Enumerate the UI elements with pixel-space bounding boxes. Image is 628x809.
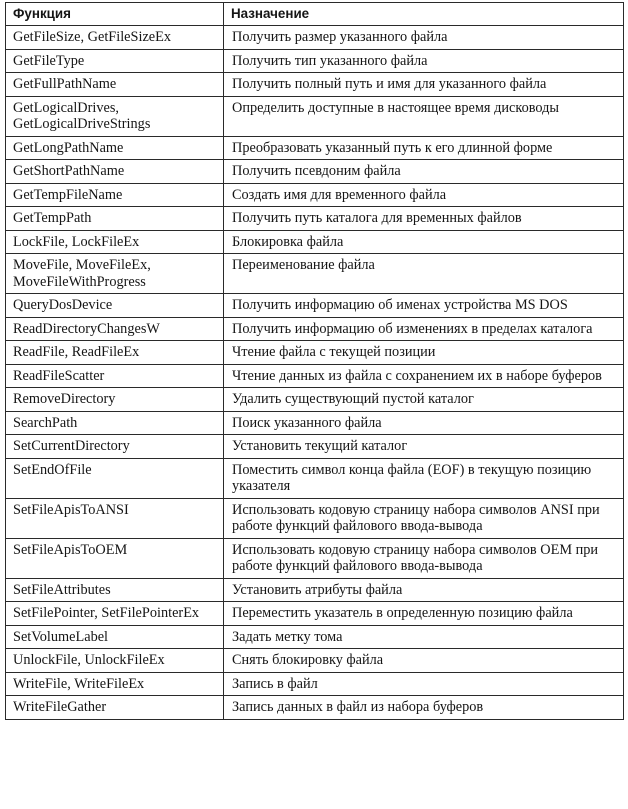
table-row — [6, 458, 624, 498]
table-row — [6, 672, 624, 696]
description-cell: Создать имя для временного файла — [224, 183, 624, 207]
table-row — [6, 696, 624, 720]
function-cell: SetFileAttributes — [6, 578, 224, 602]
function-cell: RemoveDirectory — [6, 388, 224, 412]
table-row — [6, 341, 624, 365]
description-cell: Получить информацию об именах устройства MS DOS — [224, 294, 624, 318]
description-cell: Снять блокировку файла — [224, 649, 624, 673]
table-row — [6, 317, 624, 341]
description-cell: Получить полный путь и имя для указанного файла — [224, 73, 624, 97]
description-cell: Получить псевдоним файла — [224, 160, 624, 184]
description-cell: Запись в файл — [224, 672, 624, 696]
function-cell: SetEndOfFile — [6, 458, 224, 498]
table-row — [6, 578, 624, 602]
description-cell: Получить путь каталога для временных файлов — [224, 207, 624, 231]
table-row — [6, 625, 624, 649]
description-cell: Удалить существующий пустой каталог — [224, 388, 624, 412]
function-cell: ReadFile, ReadFileEx — [6, 341, 224, 365]
table-row — [6, 49, 624, 73]
function-cell: GetShortPathName — [6, 160, 224, 184]
header-purpose: Назначение — [224, 3, 624, 26]
description-cell: Запись данных в файл из набора буферов — [224, 696, 624, 720]
table-row — [6, 26, 624, 50]
table-row — [6, 230, 624, 254]
description-cell: Задать метку тома — [224, 625, 624, 649]
function-cell: SetFileApisToANSI — [6, 498, 224, 538]
description-cell: Использовать кодовую страницу набора символов ANSI при работе функций файлового ввода-вывода — [224, 498, 624, 538]
description-cell: Получить размер указанного файла — [224, 26, 624, 50]
function-cell: GetTempPath — [6, 207, 224, 231]
description-cell: Переименование файла — [224, 254, 624, 294]
function-cell: LockFile, LockFileEx — [6, 230, 224, 254]
function-cell: WriteFileGather — [6, 696, 224, 720]
function-cell: GetLogicalDrives, GetLogicalDriveStrings — [6, 96, 224, 136]
description-cell: Поместить символ конца файла (EOF) в текущую позицию указателя — [224, 458, 624, 498]
function-cell: SetCurrentDirectory — [6, 435, 224, 459]
description-cell: Установить атрибуты файла — [224, 578, 624, 602]
function-cell: MoveFile, MoveFileEx, MoveFileWithProgress — [6, 254, 224, 294]
description-cell: Определить доступные в настоящее время дисководы — [224, 96, 624, 136]
description-cell: Чтение данных из файла с сохранением их в наборе буферов — [224, 364, 624, 388]
header-function: Функция — [6, 3, 224, 26]
table-row — [6, 435, 624, 459]
table-row — [6, 411, 624, 435]
table-row — [6, 254, 624, 294]
function-cell: SearchPath — [6, 411, 224, 435]
table-row — [6, 207, 624, 231]
description-cell: Получить информацию об изменениях в пределах каталога — [224, 317, 624, 341]
function-cell: ReadDirectoryChangesW — [6, 317, 224, 341]
table-row — [6, 364, 624, 388]
table-body — [6, 26, 624, 720]
table-row — [6, 649, 624, 673]
table-row — [6, 73, 624, 97]
table-row — [6, 538, 624, 578]
function-cell: SetFileApisToOEM — [6, 538, 224, 578]
document-page — [5, 2, 623, 720]
table-row — [6, 183, 624, 207]
function-cell: SetFilePointer, SetFilePointerEx — [6, 602, 224, 626]
function-cell: ReadFileScatter — [6, 364, 224, 388]
table-row — [6, 160, 624, 184]
function-cell: GetFullPathName — [6, 73, 224, 97]
file-functions-table — [5, 2, 624, 720]
description-cell: Чтение файла с текущей позиции — [224, 341, 624, 365]
function-cell: SetVolumeLabel — [6, 625, 224, 649]
function-cell: GetFileType — [6, 49, 224, 73]
table-row — [6, 498, 624, 538]
description-cell: Блокировка файла — [224, 230, 624, 254]
function-cell: WriteFile, WriteFileEx — [6, 672, 224, 696]
table-row — [6, 602, 624, 626]
description-cell: Переместить указатель в определенную позицию файла — [224, 602, 624, 626]
function-cell: GetFileSize, GetFileSizeEx — [6, 26, 224, 50]
table-row — [6, 388, 624, 412]
description-cell: Использовать кодовую страницу набора символов OEM при работе функций файлового ввода-вывода — [224, 538, 624, 578]
table-row — [6, 136, 624, 160]
function-cell: QueryDosDevice — [6, 294, 224, 318]
function-cell: GetLongPathName — [6, 136, 224, 160]
description-cell: Получить тип указанного файла — [224, 49, 624, 73]
description-cell: Преобразовать указанный путь к его длинной форме — [224, 136, 624, 160]
function-cell: GetTempFileName — [6, 183, 224, 207]
function-cell: UnlockFile, UnlockFileEx — [6, 649, 224, 673]
table-row — [6, 294, 624, 318]
table-header-row — [6, 3, 624, 26]
description-cell: Поиск указанного файла — [224, 411, 624, 435]
table-row — [6, 96, 624, 136]
description-cell: Установить текущий каталог — [224, 435, 624, 459]
